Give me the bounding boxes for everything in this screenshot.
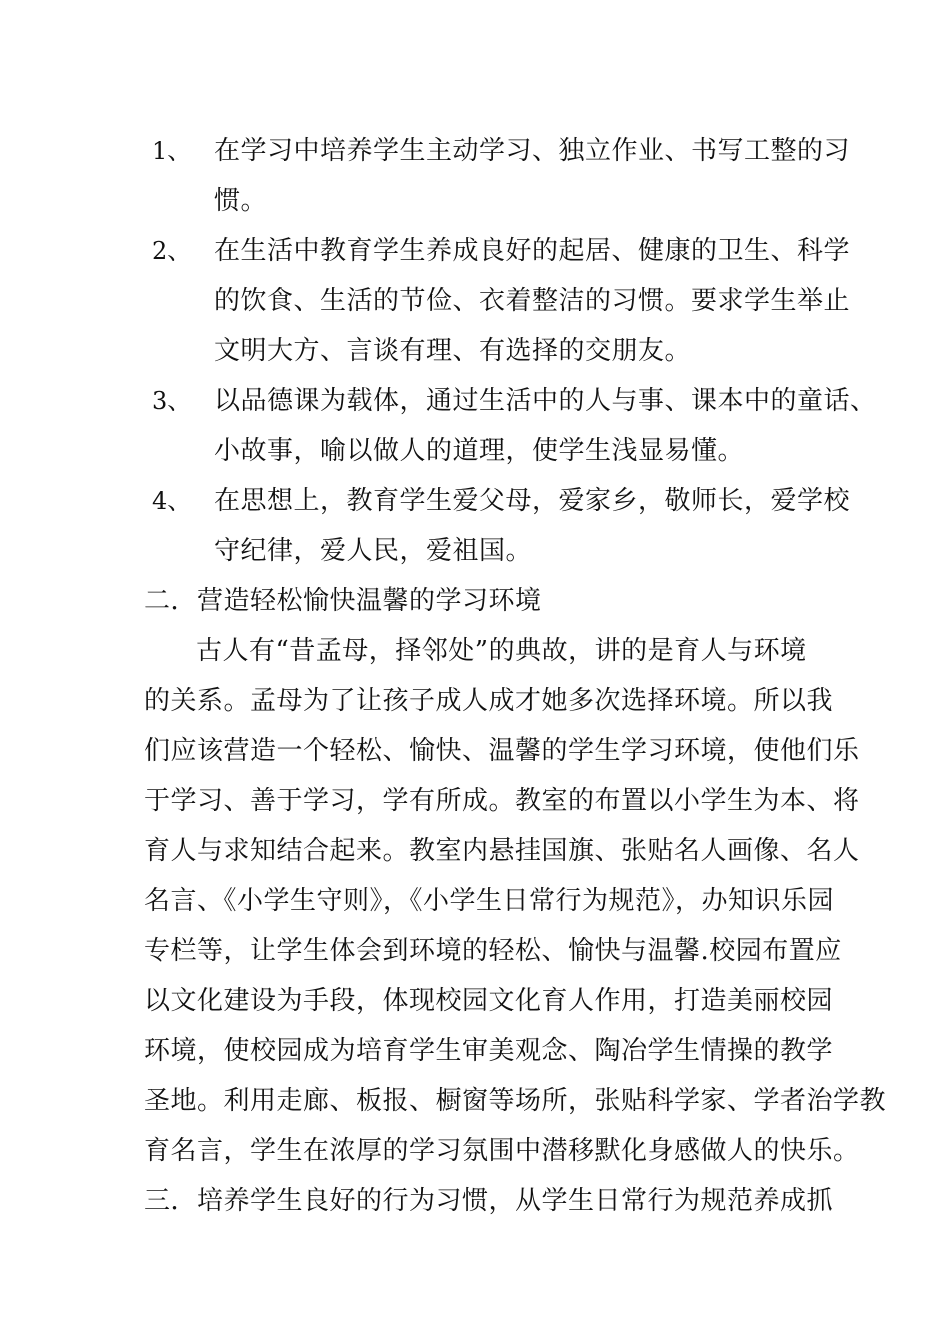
list-item-line: 惯。 (214, 186, 268, 216)
list-item-line: 在生活中教育学生养成良好的起居、健康的卫生、科学 (214, 236, 851, 266)
paragraph-line: 专栏等，让学生体会到环境的轻松、愉快与温馨.校园布置应 (144, 936, 842, 966)
list-item-line: 以品德课为载体，通过生活中的人与事、课本中的童话、 (214, 386, 877, 416)
list-item-line: 小故事，喻以做人的道理，使学生浅显易懂。 (214, 436, 745, 466)
paragraph-line: 的关系。孟母为了让孩子成人成才她多次选择环境。所以我 (144, 686, 834, 716)
list-item-line: 守纪律，爱人民，爱祖国。 (214, 536, 533, 566)
list-item-line: 的饮食、生活的节俭、衣着整洁的习惯。要求学生举止 (214, 286, 851, 316)
list-number: 4、 (152, 487, 192, 515)
paragraph-line: 环境，使校园成为培育学生审美观念、陶冶学生情操的教学 (144, 1036, 834, 1066)
list-item-line: 在学习中培养学生主动学习、独立作业、书写工整的习 (214, 136, 851, 166)
section-heading: 三．培养学生良好的行为习惯，从学生日常行为规范养成抓 (144, 1186, 834, 1216)
paragraph-line: 育名言，学生在浓厚的学习氛围中潜移默化身感做人的快乐。 (144, 1136, 860, 1166)
paragraph-line: 古人有“昔孟母，择邻处”的典故，讲的是育人与环境 (196, 636, 807, 666)
paragraph-line: 们应该营造一个轻松、愉快、温馨的学生学习环境，使他们乐 (144, 736, 860, 766)
paragraph-line: 名言、《小学生守则》，《小学生日常行为规范》，办知识乐园 (144, 886, 835, 916)
paragraph-line: 于学习、善于学习，学有所成。教室的布置以小学生为本、将 (144, 786, 860, 816)
list-number: 1、 (152, 137, 192, 165)
list-item-line: 文明大方、言谈有理、有选择的交朋友。 (214, 336, 692, 366)
paragraph-line: 以文化建设为手段，体现校园文化育人作用，打造美丽校园 (144, 986, 834, 1016)
list-number: 2、 (152, 237, 192, 265)
list-number: 3、 (152, 387, 192, 415)
list-item-line: 在思想上，教育学生爱父母，爱家乡，敬师长，爱学校 (214, 486, 851, 516)
section-heading: 二．营造轻松愉快温馨的学习环境 (144, 586, 542, 616)
paragraph-line: 圣地。利用走廊、板报、橱窗等场所，张贴科学家、学者治学教 (144, 1086, 887, 1116)
paragraph-line: 育人与求知结合起来。教室内悬挂国旗、张贴名人画像、名人 (144, 836, 860, 866)
